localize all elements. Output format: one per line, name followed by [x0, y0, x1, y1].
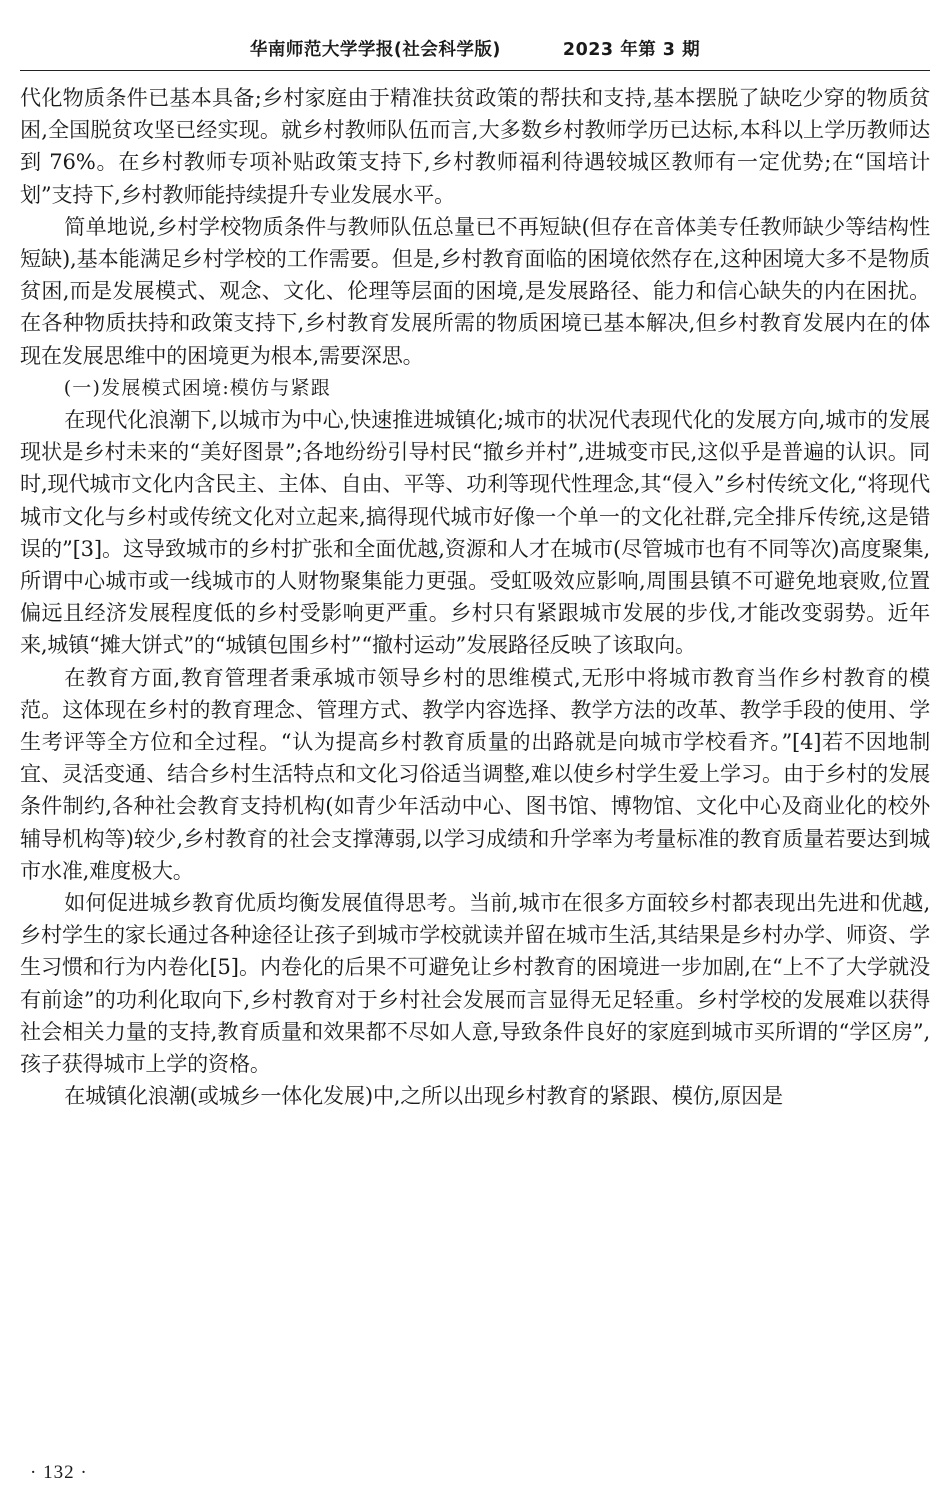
paragraph-continued: 代化物质条件已基本具备;乡村家庭由于精准扶贫政策的帮扶和支持,基本摆脱了缺吃少穿的物质贫困,全国脱贫攻坚已经实现。就乡村教师队伍而言,大多数乡村教师学历已达标,本科以上学历教师达到 76%。在乡村教师专项补贴政策支持下,乡村教师福利待遇较城区教师有一定优势;在“国培计划”支持下,乡村教师能持续提升专业发展水平。 [20, 85, 930, 207]
running-header [20, 36, 930, 61]
header-rule [20, 70, 930, 71]
issue-label: 2023 年第 3 期 [562, 40, 701, 60]
paragraph: 在城镇化浪潮(或城乡一体化发展)中,之所以出现乡村教育的紧跟、模仿,原因是 [64, 1083, 783, 1109]
page-number: · 132 · [30, 1462, 88, 1483]
article-body [20, 82, 930, 1452]
section-heading: (一)发展模式困境:模仿与紧跟 [63, 376, 331, 399]
paragraph: 如何促进城乡教育优质均衡发展值得思考。当前,城市在很多方面较乡村都表现出先进和优越,乡村学生的家长通过各种途径让孩子到城市学校就读并留在城市生活,其结果是乡村办学、师资、学生习惯和行为内卷化[5]。内卷化的后果不可避免让乡村教育的困境进一步加剧,在“上不了大学就没有前途”的功利化取向下,乡村教育对于乡村社会发展而言显得无足轻重。乡村学校的发展难以获得社会相关力量的支持,教育质量和效果都不尽如人意,导致条件良好的家庭到城市买所谓的“学区房”,孩子获得城市上学的资格。 [20, 890, 930, 1077]
journal-title: 华南师范大学学报(社会科学版) [249, 40, 501, 60]
paragraph: 在现代化浪潮下,以城市为中心,快速推进城镇化;城市的状况代表现代化的发展方向,城市的发展现状是乡村未来的“美好图景”;各地纷纷引导村民“撤乡并村”,进城变市民,这似乎是普遍的认识。同时,现代城市文化内含民主、主体、自由、平等、功利等现代性理念,其“侵入”乡村传统文化,“将现代城市文化与乡村或传统文化对立起来,搞得现代城市好像一个单一的文化社群,完全排斥传统,这是错误的”[3]。这导致城市的乡村扩张和全面优越,资源和人才在城市(尽管城市也有不同等次)高度聚集,所谓中心城市或一线城市的人财物聚集能力更强。受虹吸效应影响,周围县镇不可避免地衰败,位置偏远且经济发展程度低的乡村受影响更严重。乡村只有紧跟城市发展的步伐,才能改变弱势。近年来,城镇“摊大饼式”的“城镇包围乡村”“撤村运动”发展路径反映了该取向。 [20, 407, 930, 658]
paragraph: 在教育方面,教育管理者秉承城市领导乡村的思维模式,无形中将城市教育当作乡村教育的模范。这体现在乡村的教育理念、管理方式、教学内容选择、教学方法的改革、教学手段的使用、学生考评等全方位和全过程。“认为提高乡村教育质量的出路就是向城市学校看齐。”[4]若不因地制宜、灵活变通、结合乡村生活特点和文化习俗适当调整,难以使乡村学生爱上学习。由于乡村的发展条件制约,各种社会教育支持机构(如青少年活动中心、图书馆、博物馆、文化中心及商业化的校外辅导机构等)较少,乡村教育的社会支撑薄弱,以学习成绩和升学率为考量标准的教育质量若要达到城市水准,难度极大。 [20, 664, 930, 883]
paragraph: 简单地说,乡村学校物质条件与教师队伍总量已不再短缺(但存在音体美专任教师缺少等结构性短缺),基本能满足乡村学校的工作需要。但是,乡村教育面临的困境依然存在,这种困境大多不是物质贫困,而是发展模式、观念、文化、伦理等层面的困境,是发展路径、能力和信心缺失的内在困扰。在各种物质扶持和政策支持下,乡村教育发展所需的物质困境已基本解决,但乡村教育发展内在的体现在发展思维中的困境更为根本,需要深思。 [20, 213, 930, 368]
